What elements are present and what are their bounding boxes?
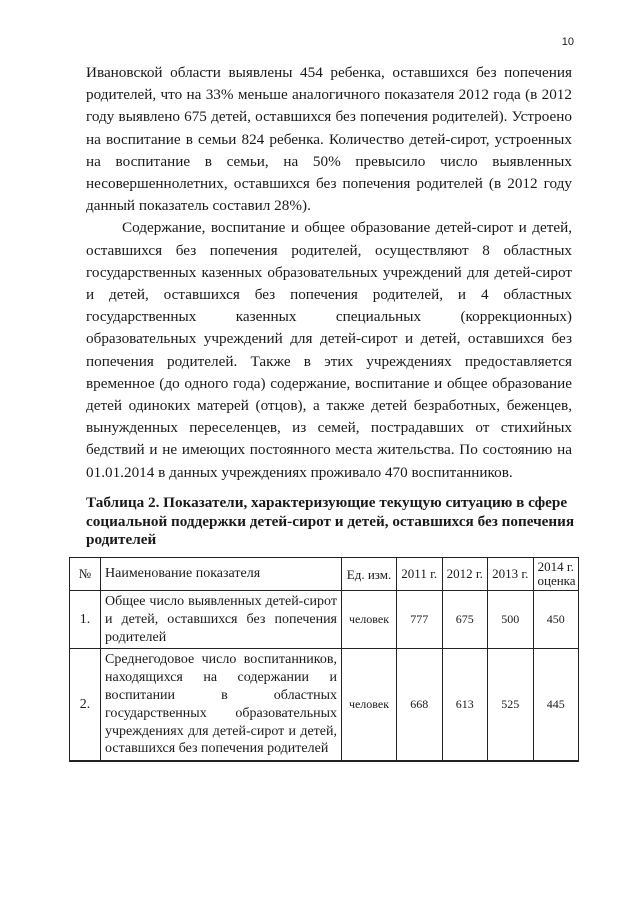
header-2014: 2014 г. оценка: [533, 558, 579, 591]
header-2011: 2011 г.: [397, 558, 443, 591]
row-name: Среднегодовое число воспитанников, находящихся на содержании и воспитании в областных государственных образовательных учреждениях для детей-сирот и детей, оставшихся без попечения родителей: [101, 649, 342, 761]
row-2011: 777: [397, 591, 443, 649]
header-2012: 2012 г.: [442, 558, 488, 591]
row-num: 2.: [70, 649, 101, 761]
page-number: 10: [561, 36, 574, 48]
header-2013: 2013 г.: [488, 558, 534, 591]
row-unit: человек: [342, 649, 397, 761]
row-unit: человек: [342, 591, 397, 649]
header-unit: Ед. изм.: [342, 558, 397, 591]
row-2013: 525: [488, 649, 534, 761]
header-name: Наименование показателя: [101, 558, 342, 591]
row-num: 1.: [70, 591, 101, 649]
row-2013: 500: [488, 591, 534, 649]
indicators-table: [69, 557, 579, 762]
row-2014: 445: [533, 649, 579, 761]
table-row: [70, 591, 579, 649]
table-title: Таблица 2. Показатели, характеризующие текущую ситуацию в сфере социальной поддержки детей-сирот и детей, оставшихся без попечения родителей: [86, 494, 575, 548]
row-2014: 450: [533, 591, 579, 649]
row-2011: 668: [397, 649, 443, 761]
row-name: Общее число выявленных детей-сирот и детей, оставшихся без попечения родителей: [101, 591, 342, 649]
paragraph-1: Ивановской области выявлены 454 ребенка, оставшихся без попечения родителей, что на 33% меньше аналогичного показателя 2012 года (в 2012 году выявлено 675 детей, оставшихся без попечения родителей). Устроено на воспитание в семьи 824 ребенка. Количество детей-сирот, устроенных на воспитание в семьи, на 50% превысило число выявленных несовершеннолетних, оставшихся без попечения родителей (в 2012 году данный показатель составил 28%).: [86, 64, 572, 215]
table-row: [70, 649, 579, 761]
row-2012: 613: [442, 649, 488, 761]
table-header-row: [70, 558, 579, 591]
row-2012: 675: [442, 591, 488, 649]
paragraph-2: Содержание, воспитание и общее образование детей-сирот и детей, оставшихся без попечения родителей, осуществляют 8 областных государственных казенных образовательных учреждений для детей-сирот и детей, оставшихся без попечения родителей, и 4 областных государственных казенных специальных (коррекционных) образовательных учреждений для детей-сирот и детей, оставшихся без попечения родителей. Также в этих учреждениях предоставляется временное (до одного года) содержание, воспитание и общее образование детей одиноких матерей (отцов), а также детей безработных, беженцев, вынужденных переселенцев, из семей, пострадавших от стихийных бедствий и не имеющих постоянного места жительства. По состоянию на 01.01.2014 в данных учреждениях проживало 470 воспитанников.: [86, 219, 572, 481]
body-text: [86, 62, 572, 484]
header-num: №: [70, 558, 101, 591]
